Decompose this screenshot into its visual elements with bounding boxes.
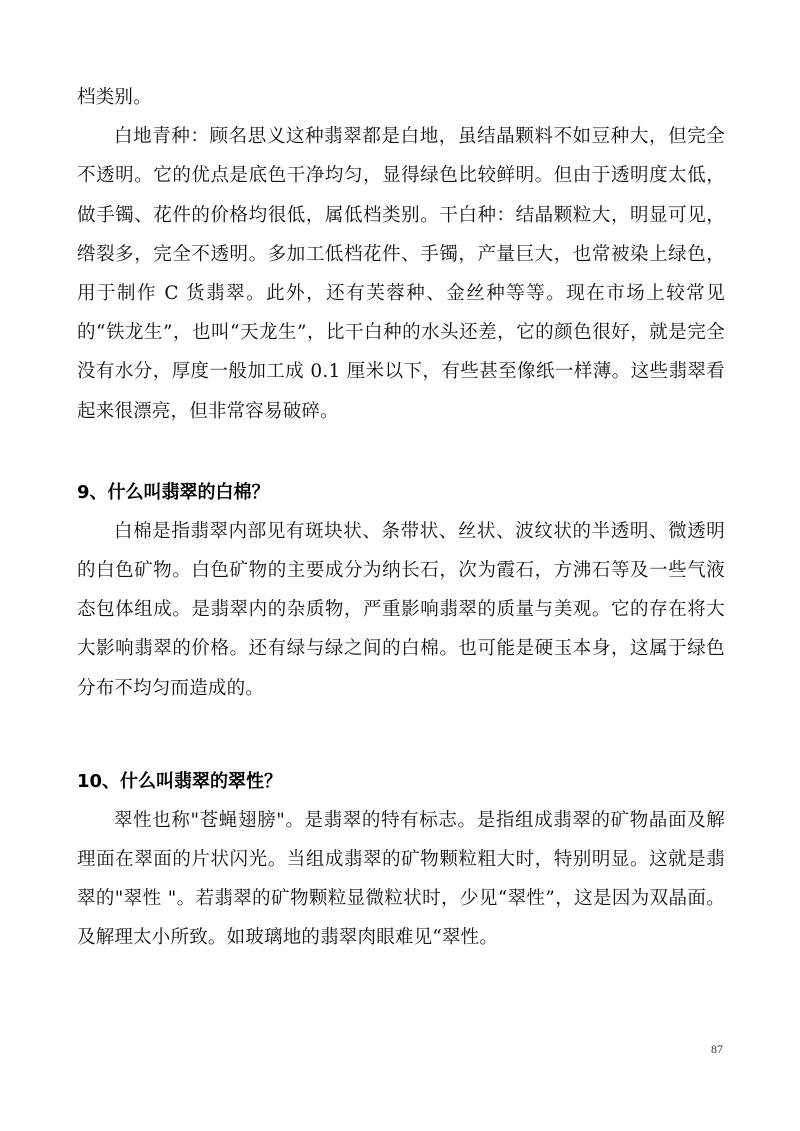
section-9-heading: 9、什么叫翡翠的白棉？ <box>77 481 270 503</box>
page-number: 87 <box>711 1042 723 1056</box>
section-10-body: 翠性也称"苍蝇翅膀"。是翡翠的特有标志。是指组成翡翠的矿物晶面及解理面在翠面的片状闪光。当组成翡翠的矿物颗粒粗大时，特别明显。这就是翡翠的"翠性 "。若翡翠的矿物颗粒显微粒状时，少见“翠性”，这是因为双晶面。及解理太小所致。如玻璃地的翡翠肉眼难见“翠性。 <box>77 809 725 949</box>
section-10-heading: 10、什么叫翡翠的翠性？ <box>77 770 283 792</box>
continuation-text: 档类别。 <box>77 87 152 108</box>
page-content <box>77 78 725 958</box>
section-9-body: 白棉是指翡翠内部见有斑块状、条带状、丝状、波纹状的半透明、微透明的白色矿物。白色矿物的主要成分为纳长石，次为霞石，方沸石等及一些气液态包体组成。是翡翠内的杂质物，严重影响翡翠的质量与美观。它的存在将大大影响翡翠的价格。还有绿与绿之间的白棉。也可能是硬玉本身，这属于绿色分布不均匀而造成的。 <box>77 520 725 699</box>
paragraph-baidi-qingzhong: 白地青种：顾名思义这种翡翠都是白地，虽结晶颗料不如豆种大，但完全不透明。它的优点是底色干净均匀，显得绿色比较鲜明。但由于透明度太低，做手镯、花件的价格均很低，属低档类别。干白种：结晶颗粒大，明显可见，绺裂多，完全不透明。多加工低档花件、手镯，产量巨大，也常被染上绿色，用于制作 C 货翡翠。此外，还有芙蓉种、金丝种等等。现在市场上较常见的“铁龙生”，也叫“天龙生”，比干白种的水头还差，它的颜色很好，就是完全没有水分，厚度一般加工成 0.1 厘米以下，有些甚至像纸一样薄。这些翡翠看起来很漂亮，但非常容易破碎。 <box>77 126 725 422</box>
